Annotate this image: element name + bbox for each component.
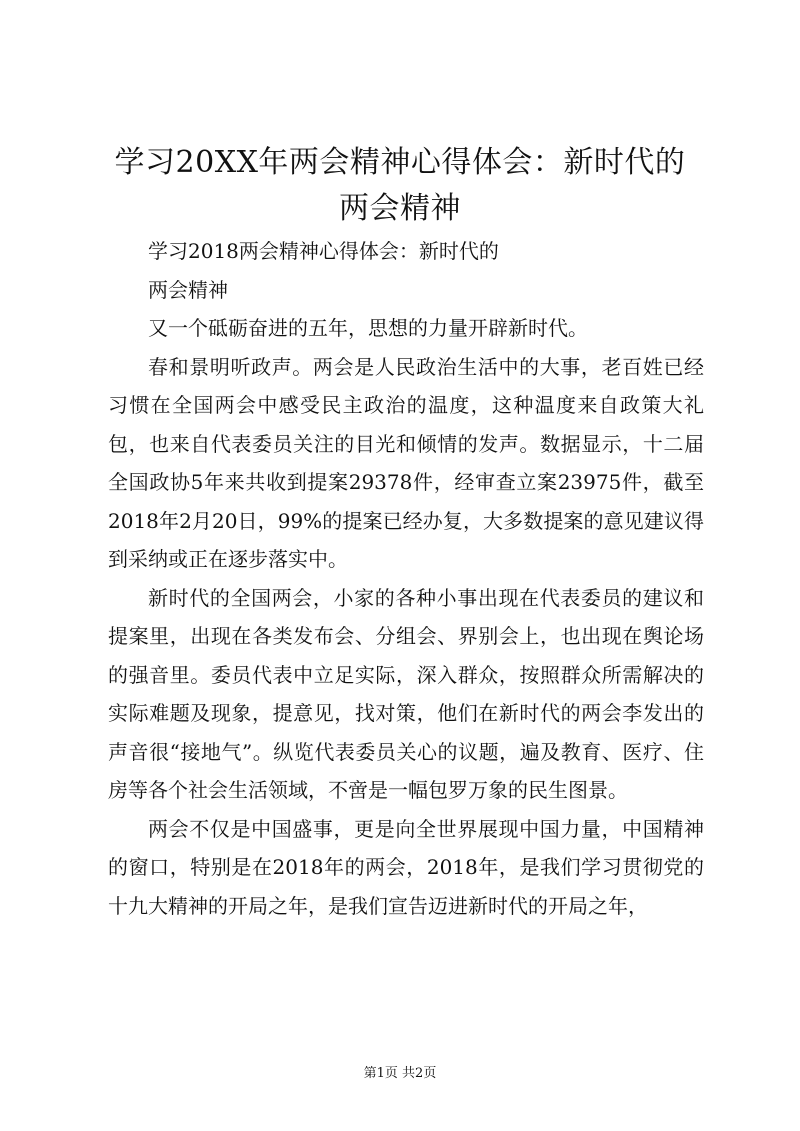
paragraph: 两会精神 bbox=[148, 277, 228, 302]
page-footer: 第1页 共2页 bbox=[363, 1066, 437, 1081]
document-body bbox=[108, 232, 704, 925]
paragraph: 又一个砥砺奋进的五年，思想的力量开辟新时代。 bbox=[148, 316, 588, 340]
paragraph: 春和景明听政声。两会是人民政治生活中的大事，老百姓已经习惯在全国两会中感受民主政治的温度，这种温度来自政策大礼包，也来自代表委员关注的目光和倾情的发声。数据显示，十二届全国政协5年来共收到提案29378件，经审查立案23975件，截至2018年2月20日，99%的提案已经办复，大多数提案的意见建议得到采纳或正在逐步落实中。 bbox=[108, 354, 704, 571]
paragraph: 学习2018两会精神心得体会：新时代的 bbox=[148, 239, 499, 263]
document-title: 学习20XX年两会精神心得体会：新时代的两会精神 bbox=[114, 145, 686, 226]
paragraph: 新时代的全国两会，小家的各种小事出现在代表委员的建议和提案里，出现在各类发布会、分组会、界别会上，也出现在舆论场的强音里。委员代表中立足实际，深入群众，按照群众所需解决的实际难题及现象，提意见，找对策，他们在新时代的两会李发出的声音很“接地气”。纵览代表委员关心的议题，遍及教育、医疗、住房等各个社会生活领域，不啻是一幅包罗万象的民生图景。 bbox=[108, 585, 704, 802]
paragraph: 两会不仅是中国盛事，更是向全世界展现中国力量，中国精神的窗口，特别是在2018年的两会，2018年，是我们学习贯彻党的十九大精神的开局之年，是我们宣告迈进新时代的开局之年， bbox=[108, 816, 704, 918]
